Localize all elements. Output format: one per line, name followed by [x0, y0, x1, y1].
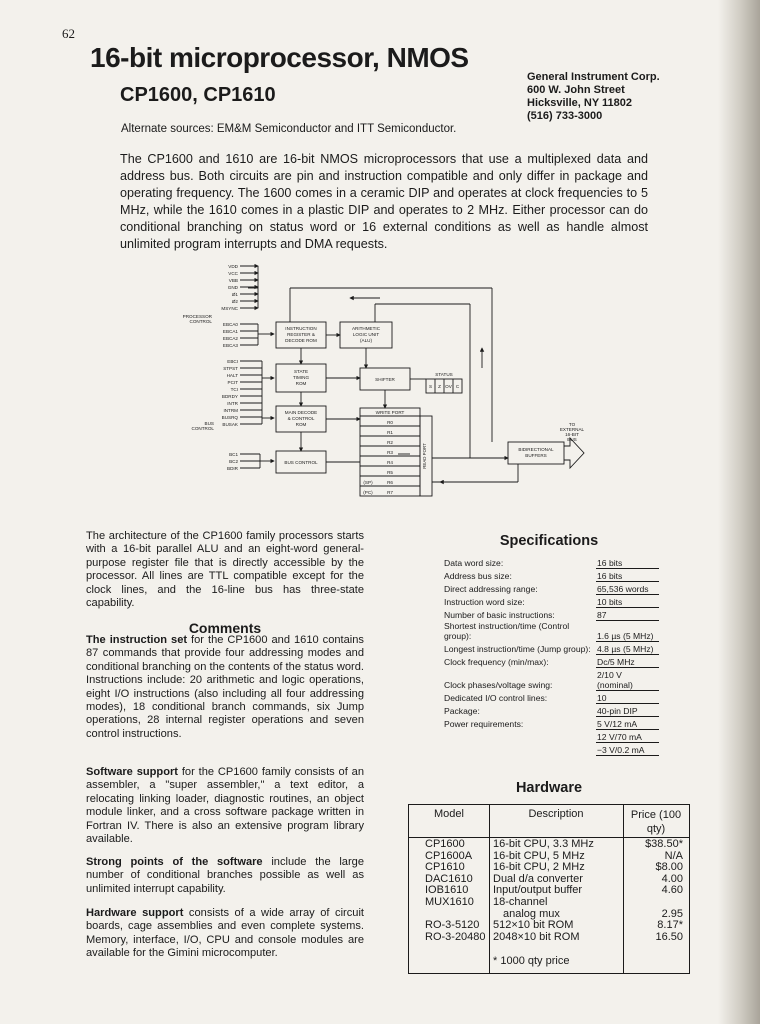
cell-description: Dual d/a converter — [493, 872, 583, 885]
column-header-price: Price (100 qty) — [630, 809, 682, 835]
block-label: MAIN DECODE — [284, 410, 318, 415]
pin-label: BUSAK — [222, 422, 238, 427]
pin-label: INTRM — [223, 408, 238, 413]
pin-label: EBCI — [227, 359, 238, 364]
spec-row — [444, 569, 659, 582]
specifications-table — [444, 556, 659, 756]
table-row — [409, 932, 689, 944]
cell-price: 4.00 — [661, 872, 683, 885]
block-label: 16-BIT — [565, 432, 579, 437]
spec-value: 87 — [596, 608, 659, 621]
spec-row — [444, 608, 659, 621]
spec-value: −3 V/0.2 mA — [596, 743, 659, 756]
status-bit: Z — [438, 384, 441, 389]
cell-model: IOB1610 — [425, 884, 469, 897]
specifications-heading: Specifications — [499, 533, 599, 549]
block-label: (ALU) — [360, 338, 372, 343]
address-line: (516) 733-3000 — [527, 110, 603, 122]
pin-label: EBCA1 — [222, 329, 238, 334]
spec-label: Package: — [444, 705, 480, 716]
intro-paragraph: The CP1600 and 1610 are 16-bit NMOS microprocessors that use a multiplexed data and address bus. Both circuits are pin and instruction compatible and only differ in package and operating frequency. The 1600 comes in a ceramic DIP and operates at clock frequencies to 5 MHz, while the 1610 comes in a plastic DIP and operates to 2 MHz. Either processor can do conditional branching on status word or 16 external conditions as well as handle almost unlimited program interrupts and DMA requests. — [120, 152, 648, 251]
spec-label: Clock phases/voltage swing: — [444, 679, 553, 690]
paragraph-text: for the CP1600 and 1610 contains 87 commands that provide four addressing modes and conditional branching on the contents of the status word. Instructions include: 20 arithmetic and logic operations, eight I/O instructions (also including all four addressing modes), 18 conditional branch commands, six Jump operations, 28 internal register operations and seven control instructions. — [86, 634, 364, 740]
lead-in: Software support — [86, 766, 178, 778]
instruction-set-paragraph — [86, 634, 364, 741]
spec-value: 40-pin DIP — [596, 704, 659, 717]
cell-model: MUX1610 — [425, 895, 474, 908]
spec-row — [444, 668, 659, 691]
page-number: 62 — [62, 26, 75, 41]
pin-label: VDD — [228, 264, 238, 269]
spec-label: Direct addressing range: — [444, 583, 538, 594]
cell-price: N/A — [664, 849, 683, 862]
pin-label: EBCA3 — [222, 343, 238, 348]
cell-model: CP1600 — [425, 838, 465, 850]
cell-price: 4.60 — [661, 884, 683, 897]
block-label: REGISTER & — [287, 332, 315, 337]
block-label: BUFFERS — [525, 453, 547, 458]
architecture-paragraph: The architecture of the CP1600 family processors starts with a 16-bit parallel ALU and an eight-word general-purpose register file that is directly accessible by the processor. All lines are TTL compatible except for the clock lines, and the 16-line bus has three-state capability. — [86, 530, 364, 610]
part-numbers: CP1600, CP1610 — [120, 84, 276, 106]
register-label: R6 — [387, 480, 393, 485]
address-line: General Instrument Corp. — [527, 71, 660, 83]
cell-model: CP1610 — [425, 861, 465, 874]
block-label: STATE — [293, 369, 309, 374]
block-label: ROM — [295, 422, 307, 427]
cell-description: 16-bit CPU, 3.3 MHz — [493, 838, 594, 850]
cell-description: 512×10 bit ROM — [493, 919, 574, 932]
column-header-model: Model — [434, 808, 464, 820]
block-label: INSTRUCTION — [285, 326, 317, 331]
pin-label: INTR — [227, 401, 238, 406]
register-label: R2 — [387, 440, 393, 445]
status-bit: S — [428, 384, 433, 389]
spec-label — [444, 730, 596, 743]
cell-description: Input/output buffer — [493, 884, 583, 897]
pin-label: BDRDY — [221, 394, 238, 399]
pin-label: EBCA0 — [222, 322, 238, 327]
spec-value: Dc/5 MHz — [596, 655, 659, 668]
cell-price: $38.50* — [645, 838, 683, 850]
spec-row — [444, 717, 659, 730]
block-label: & CONTROL — [287, 416, 315, 421]
block-label: LOGIC UNIT — [352, 332, 380, 337]
register-label: R3 — [387, 450, 393, 455]
lead-in: The instruction set — [86, 634, 188, 646]
paragraph-text: include the large number of conditional branches possible as well as unlimited interrupt capability. — [86, 856, 364, 895]
pin-label: BDIR — [227, 466, 238, 471]
cell-price: 8.17* — [657, 919, 683, 932]
block-label: EXTERNAL — [559, 427, 585, 432]
spec-value: 2/10 V (nominal) — [596, 668, 659, 691]
cell-description: 16-bit CPU, 5 MHz — [493, 849, 585, 862]
group-label: CONTROL — [189, 319, 212, 324]
register-label: R7 — [387, 490, 393, 495]
table-body — [409, 839, 689, 943]
spec-row — [444, 743, 659, 756]
address-line: Hicksville, NY 11802 — [527, 97, 632, 109]
block-label: TO — [568, 422, 576, 427]
spec-label: Shortest instruction/time (Control group): — [444, 620, 570, 641]
pin-label: VBB — [228, 278, 238, 283]
spec-label: Longest instruction/time (Jump group): — [444, 643, 591, 654]
spec-row — [444, 595, 659, 608]
block-label: SHIFTER — [375, 377, 395, 382]
table-row — [409, 839, 689, 851]
pin-label: MSYNC — [221, 306, 238, 311]
hardware-table — [408, 804, 690, 974]
alternate-sources: Alternate sources: EM&M Semiconductor and ITT Semiconductor. — [121, 123, 457, 135]
paragraph-text: for the CP1600 family consists of an assembler, a "super assembler," a text editor, a relocating linking loader, diagnostic routines, an object module linker, and a cross software package written in Fortran IV. There is also an extensive program library available. — [86, 766, 364, 846]
spec-value: 5 V/12 mA — [596, 717, 659, 730]
page-title: 16-bit microprocessor, NMOS — [90, 42, 469, 73]
table-row — [409, 897, 689, 909]
register-label: R4 — [387, 460, 393, 465]
spec-value: 16 bits — [596, 569, 659, 582]
hardware-heading: Hardware — [515, 780, 583, 796]
pin-label: PCIT — [227, 380, 238, 385]
lead-in: Hardware support — [86, 907, 184, 919]
spec-row — [444, 582, 659, 595]
lead-in: Strong points of the software — [86, 856, 263, 868]
group-label: BUS — [204, 421, 214, 426]
block-label: ROM — [295, 381, 307, 386]
pin-label: Ø2 — [231, 299, 238, 304]
spec-value: 10 bits — [596, 595, 659, 608]
spec-label — [444, 743, 596, 756]
pin-label: EBCA2 — [222, 336, 238, 341]
cell-description: analog mux — [503, 907, 560, 920]
cell-model: RO-3-20480 — [425, 930, 486, 943]
spec-row — [444, 730, 659, 743]
pin-label: HALT — [226, 373, 238, 378]
group-label: PROCESSOR — [182, 314, 212, 319]
spec-label: Clock frequency (min/max): — [444, 656, 549, 667]
register-note: (PC) — [363, 490, 373, 495]
pin-label: Ø1 — [231, 292, 238, 297]
spec-row — [444, 704, 659, 717]
register-note: (SP) — [363, 480, 373, 485]
comments-heading: Comments — [188, 620, 262, 636]
register-label: R1 — [387, 430, 393, 435]
spec-value: 1.6 µs (5 MHz) — [596, 621, 659, 642]
register-label: R0 — [387, 420, 393, 425]
status-bit: OV — [445, 384, 452, 389]
cell-model: RO-3-5120 — [425, 919, 480, 932]
pin-label: BUSRQ — [221, 415, 238, 420]
cell-price: 2.95 — [661, 907, 683, 920]
spec-row — [444, 655, 659, 668]
spec-label: Number of basic instructions: — [444, 609, 555, 620]
block-label: ARITHMETIC — [351, 326, 381, 331]
spec-label: Address bus size: — [444, 570, 512, 581]
pin-label: BC2 — [229, 459, 238, 464]
spec-value: 12 V/70 mA — [596, 730, 659, 743]
group-label: CONTROL — [191, 426, 214, 431]
cell-model: DAC1610 — [425, 872, 473, 885]
cell-price: 16.50 — [655, 930, 683, 943]
pin-label: BC1 — [229, 452, 238, 457]
block-label: BIDIRECTIONAL — [518, 447, 554, 452]
block-label: WRITE PORT — [375, 410, 405, 415]
spec-label: Instruction word size: — [444, 596, 525, 607]
pin-label: VCC — [228, 271, 238, 276]
block-label: BUS CONTROL — [284, 460, 318, 465]
spec-value: 65,536 words — [596, 582, 659, 595]
spec-value: 4.8 µs (5 MHz) — [596, 642, 659, 655]
spec-row — [444, 621, 659, 642]
spec-row — [444, 642, 659, 655]
cell-description: 16-bit CPU, 2 MHz — [493, 861, 585, 874]
spec-row — [444, 691, 659, 704]
spec-label: Dedicated I/O control lines: — [444, 692, 548, 703]
block-label: STATUS — [435, 372, 453, 377]
block-label: TIMING — [292, 375, 310, 380]
cell-model: CP1600A — [425, 849, 473, 862]
column-header-description: Description — [528, 808, 584, 820]
block-label: BUS — [567, 437, 577, 442]
table-row — [409, 920, 689, 932]
spec-value: 16 bits — [596, 556, 659, 569]
block-label: DECODE ROM — [285, 338, 317, 343]
hardware-support-paragraph — [86, 907, 364, 961]
table-footnote: * 1000 qty price — [493, 955, 570, 967]
spec-label: Data word size: — [444, 557, 504, 568]
strong-points-paragraph — [86, 856, 364, 896]
spec-value: 10 — [596, 691, 659, 704]
manufacturer-address — [527, 71, 660, 123]
address-line: 600 W. John Street — [527, 84, 625, 96]
cell-description: 2048×10 bit ROM — [493, 930, 580, 943]
cell-price: $8.00 — [655, 861, 683, 874]
register-label: R5 — [387, 470, 393, 475]
block-label: READ PORT — [422, 443, 427, 469]
pin-label: TCI — [230, 387, 238, 392]
block-diagram — [170, 258, 600, 495]
pin-label: GND — [227, 285, 238, 290]
page-edge-shadow — [718, 0, 760, 1024]
status-bit: C — [455, 384, 460, 389]
spec-row — [444, 556, 659, 569]
pin-label: STPST — [223, 366, 238, 371]
cell-description: 18-channel — [493, 895, 548, 908]
paragraph-text: consists of a wide array of circuit boards, cage assemblies and even complete systems. Memory, interface, I/O, CPU and console modules are available for the Gimini microcomputer. — [86, 907, 364, 960]
software-support-paragraph — [86, 766, 364, 846]
spec-label: Power requirements: — [444, 718, 524, 729]
